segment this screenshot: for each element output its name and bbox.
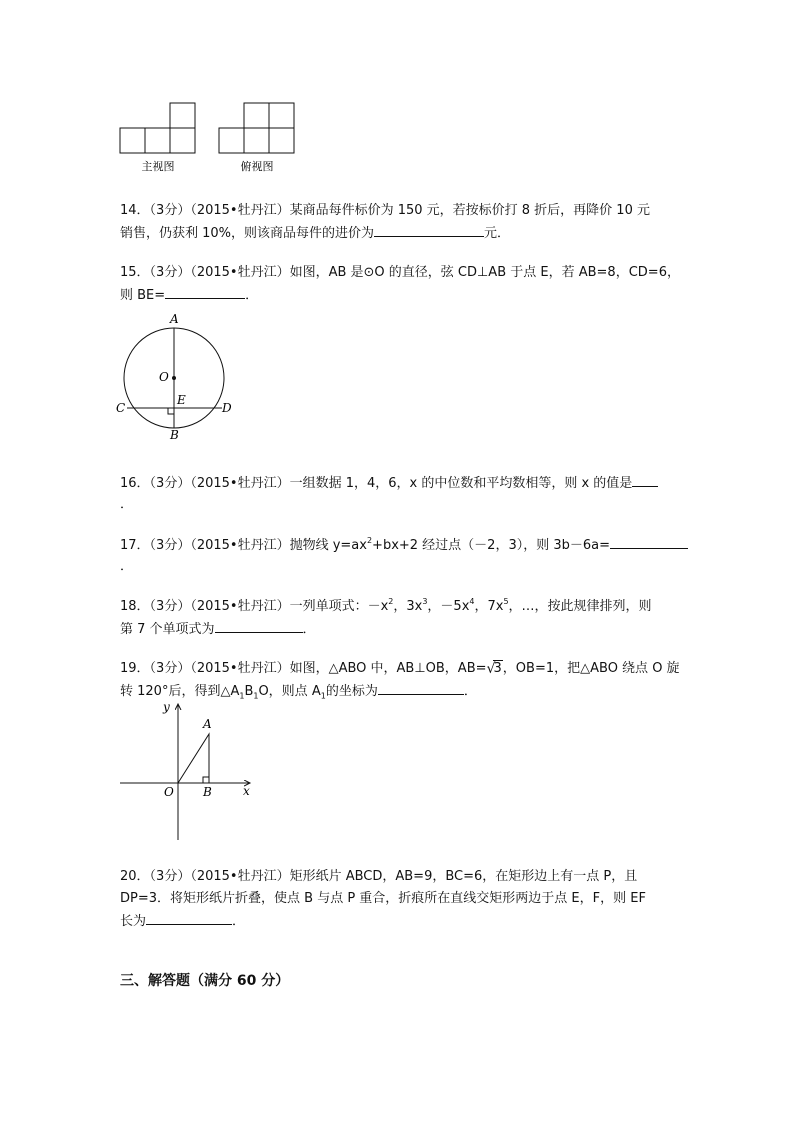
q17-line2: ． (120, 559, 134, 574)
q20-answer-blank[interactable] (146, 910, 232, 925)
question-15 (120, 262, 680, 306)
label-b: B (170, 428, 179, 442)
q15-period: ． (245, 288, 259, 303)
label-o-origin: O (164, 785, 174, 799)
center-point (172, 376, 176, 380)
top-view-caption: 俯视图 (240, 160, 274, 173)
label-x: x (243, 784, 250, 798)
q14-line2 (120, 222, 680, 244)
q20-line1: 20．（3分）（2015•牡丹江）矩形纸片 ABCD，AB=9，BC=6，在矩形边上有一点 P，且 (120, 869, 638, 884)
three-view-figure (118, 100, 308, 180)
q15-text: 则 BE= (120, 288, 166, 303)
question-17 (120, 534, 680, 578)
q19-sub-1: 1 (239, 691, 245, 701)
question-18 (120, 596, 680, 640)
q18-exp-1: 2 (388, 596, 394, 606)
coordinate-figure (115, 698, 265, 844)
q18-line2 (120, 618, 680, 640)
label-b-point: B (203, 785, 212, 799)
front-view-shape (120, 103, 195, 153)
q20-line3 (120, 910, 680, 932)
q19-text-b: ，OB=1，把△ABO 绕点 O 旋 (502, 661, 680, 676)
q16-line1 (120, 472, 680, 494)
q19-answer-blank[interactable] (378, 680, 464, 695)
q18-text-b: ，3x (393, 599, 423, 614)
section-heading: 三、解答题（满分 60 分） (120, 973, 290, 989)
label-a: A (170, 312, 179, 326)
q17-line1 (120, 534, 680, 556)
q18-text-d: ，7x (474, 599, 504, 614)
q17-text-a: 17．（3分）（2015•牡丹江）抛物线 y=ax (120, 538, 367, 553)
q15-line1: 15．（3分）（2015•牡丹江）如图，AB 是⊙O 的直径，弦 CD⊥AB 于点 E，若 AB=8，CD=6， (120, 265, 680, 280)
question-20 (120, 866, 680, 932)
label-c: C (116, 401, 126, 415)
q19-sub-2: 1 (253, 691, 259, 701)
q17-exponent: 2 (366, 535, 373, 545)
q18-exp-2: 3 (422, 596, 428, 606)
q16-text: 16．（3分）（2015•牡丹江）一组数据 1，4，6，x 的中位数和平均数相等，则 x 的值是 (120, 476, 633, 491)
right-angle-mark (168, 408, 174, 414)
q14-line1: 14．（3分）（2015•牡丹江）某商品每件标价为 150 元，若按标价打 8 折后，再降价 10 元 (120, 203, 650, 218)
q18-text-a: 18．（3分）（2015•牡丹江）一列单项式：－x (120, 599, 389, 614)
q17-text-b: +bx+2 经过点（－2，3），则 3b－6a= (372, 538, 611, 553)
q14-answer-blank[interactable] (374, 222, 484, 237)
q15-answer-blank[interactable] (165, 284, 245, 299)
right-angle-mark-b (203, 777, 209, 783)
q18-period: ． (302, 622, 316, 637)
q15-line2 (120, 284, 680, 306)
label-a-point: A (203, 717, 212, 731)
question-14 (120, 200, 680, 244)
q19-text-e: O，则点 A (258, 684, 321, 699)
front-view-caption: 主视图 (141, 160, 175, 173)
q18-line1 (120, 596, 680, 618)
q17-answer-blank[interactable] (610, 534, 688, 549)
q18-answer-blank[interactable] (215, 618, 303, 633)
question-19 (120, 658, 680, 702)
label-o: O (159, 370, 169, 384)
triangle-abo (178, 734, 209, 783)
q18-text-c: ，－5x (427, 599, 470, 614)
q20-period: ． (232, 914, 246, 929)
sqrt-radicand: 3 (493, 661, 502, 676)
label-d: D (222, 401, 232, 415)
q18-exp-3: 4 (469, 596, 475, 606)
q18-text-f: 第 7 个单项式为 (120, 622, 215, 637)
q14-unit: 元． (484, 226, 511, 241)
q16-answer-blank[interactable] (632, 472, 658, 487)
q19-text-d: B (244, 684, 254, 699)
q18-text-e: ，…，按此规律排列，则 (508, 599, 652, 614)
q18-exp-4: 5 (503, 596, 509, 606)
sqrt-symbol: √ 3 (486, 661, 502, 677)
top-view-shape (219, 103, 294, 153)
q19-line1 (120, 658, 680, 680)
question-16 (120, 472, 680, 516)
label-y: y (163, 700, 170, 714)
q19-sub-3: 1 (320, 691, 326, 701)
label-e: E (177, 393, 186, 407)
q19-text-f: 的坐标为 (325, 684, 378, 699)
q19-period: ． (463, 684, 477, 699)
q14-text: 销售，仍获利 10%，则该商品每件的进价为 (120, 226, 375, 241)
q19-text-a: 19．（3分）（2015•牡丹江）如图，△ABO 中，AB⊥OB，AB= (120, 661, 487, 676)
q16-line2: ． (120, 497, 134, 512)
circle-figure (112, 310, 242, 445)
q20-text: 长为 (120, 914, 147, 929)
q19-text-c: 转 120°后，得到△A (120, 684, 240, 699)
q20-line2: DP=3．将矩形纸片折叠，使点 B 与点 P 重合，折痕所在直线交矩形两边于点 E，F，则 EF (120, 891, 646, 906)
